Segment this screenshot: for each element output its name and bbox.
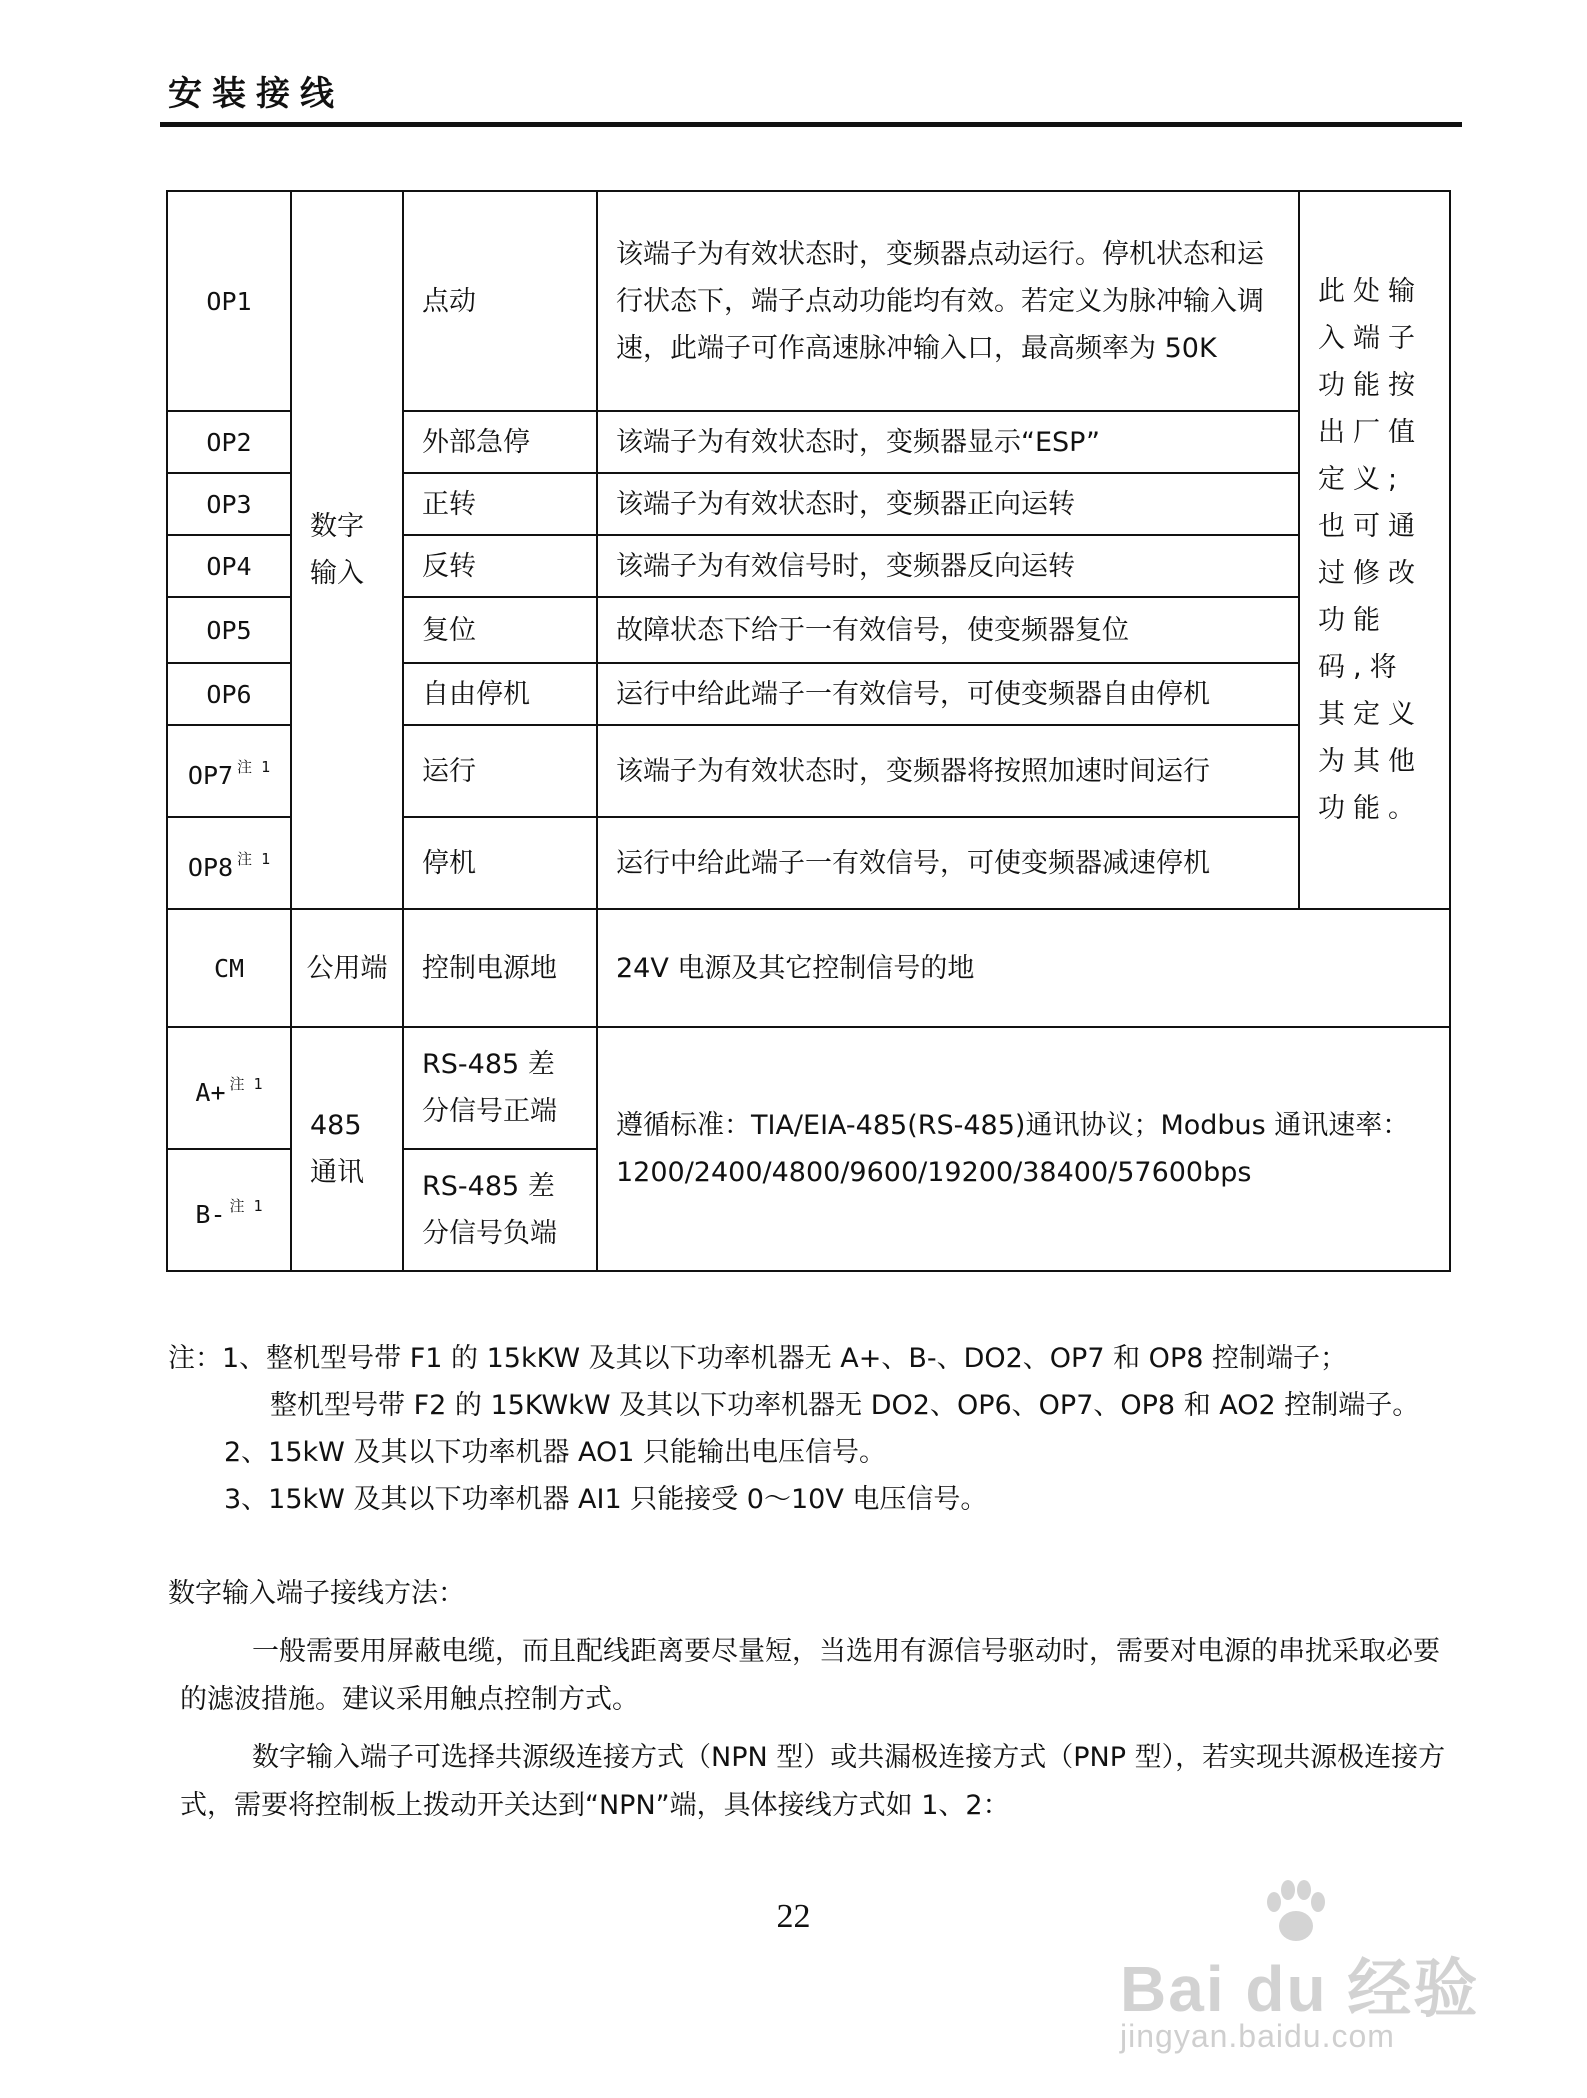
footnote-marker: 注 1 [229, 1074, 263, 1093]
header-rule [160, 122, 1462, 127]
watermark-brand: Bai du 经验 [1120, 1953, 1480, 2025]
wiring-method-section [168, 1570, 1458, 1840]
terminal-function: 控制电源地 [403, 909, 597, 1027]
terminal-description: 运行中给此端子一有效信号，可使变频器减速停机 [597, 817, 1299, 909]
page-number: 22 [776, 1898, 811, 1935]
terminal-code: OP1 [167, 191, 291, 411]
table-row-op1 [167, 191, 1450, 411]
terminal-function: 停机 [403, 817, 597, 909]
terminal-function: RS-485 差分信号负端 [403, 1149, 597, 1271]
terminal-function: 正转 [403, 473, 597, 535]
terminal-code-text: B- [195, 1199, 226, 1229]
terminal-description: 该端子为有效状态时，变频器正向运转 [597, 473, 1299, 535]
terminal-function: 反转 [403, 535, 597, 597]
terminal-description: 24V 电源及其它控制信号的地 [597, 909, 1450, 1027]
footnotes [168, 1335, 1458, 1523]
terminal-code: OP3 [167, 473, 291, 535]
terminal-function: RS-485 差分信号正端 [403, 1027, 597, 1149]
terminal-spec-table [166, 190, 1451, 1272]
terminal-code [167, 1027, 291, 1149]
terminal-description: 该端子为有效状态时，变频器将按照加速时间运行 [597, 725, 1299, 817]
footnote-marker: 注 1 [237, 849, 271, 868]
terminal-description: 运行中给此端子一有效信号，可使变频器自由停机 [597, 663, 1299, 725]
rs485-group: 485 通讯 [291, 1027, 403, 1271]
terminal-code [167, 725, 291, 817]
terminal-code: CM [167, 909, 291, 1027]
note-line: 2、15kW 及其以下功率机器 AO1 只能输出电压信号。 [224, 1437, 887, 1468]
terminal-code: OP6 [167, 663, 291, 725]
footnote-marker: 注 1 [237, 757, 271, 776]
terminal-description: 故障状态下给于一有效信号，使变频器复位 [597, 597, 1299, 663]
watermark-url: jingyan.baidu.com [1120, 2018, 1395, 2054]
terminal-code-text: OP7 [187, 760, 234, 790]
page-header-title: 安装接线 [168, 74, 344, 114]
terminal-function: 运行 [403, 725, 597, 817]
section-paragraph: 数字输入端子可选择共源级连接方式（NPN 型）或共漏极连接方式（PNP 型），若实现共源极连接方式，需要将控制板上拨动开关达到“NPN”端，具体接线方式如 1、2： [180, 1742, 1446, 1821]
baidu-watermark [1090, 1880, 1490, 2080]
terminal-code [167, 1149, 291, 1271]
common-group: 公用端 [291, 909, 403, 1027]
terminal-code: OP4 [167, 535, 291, 597]
terminal-description: 该端子为有效状态时，变频器显示“ESP” [597, 411, 1299, 473]
note-line: 3、15kW 及其以下功率机器 AI1 只能接受 0～10V 电压信号。 [224, 1484, 988, 1515]
terminal-description: 该端子为有效状态时，变频器点动运行。停机状态和运行状态下，端子点动功能均有效。若定义为脉冲输入调速，此端子可作高速脉冲输入口，最高频率为 50K [597, 191, 1299, 411]
table-row-cm [167, 909, 1450, 1027]
terminal-code: OP5 [167, 597, 291, 663]
section-paragraph: 一般需要用屏蔽电缆，而且配线距离要尽量短，当选用有源信号驱动时，需要对电源的串扰采取必要的滤波措施。建议采用触点控制方式。 [180, 1636, 1440, 1715]
note-line: 整机型号带 F2 的 15KWkW 及其以下功率机器无 DO2、OP6、OP7、OP8 和 AO2 控制端子。 [270, 1390, 1420, 1421]
terminal-function: 自由停机 [403, 663, 597, 725]
section-heading: 数字输入端子接线方法： [168, 1578, 465, 1609]
terminal-function: 复位 [403, 597, 597, 663]
note-line: 注：1、整机型号带 F1 的 15kKW 及其以下功率机器无 A+、B-、DO2、OP7 和 OP8 控制端子； [168, 1343, 1347, 1374]
terminal-function: 外部急停 [403, 411, 597, 473]
table-row-a-plus [167, 1027, 1450, 1149]
rs485-description: 遵循标准：TIA/EIA-485(RS-485)通讯协议；Modbus 通讯速率：1200/2400/4800/9600/19200/38400/57600bps [597, 1027, 1450, 1271]
footnote-marker: 注 1 [229, 1196, 263, 1215]
digital-input-group: 数字输入 [291, 191, 403, 909]
terminal-function: 点动 [403, 191, 597, 411]
terminal-code-text: A+ [195, 1077, 226, 1107]
terminal-description: 该端子为有效信号时，变频器反向运转 [597, 535, 1299, 597]
terminal-code-text: OP8 [187, 852, 234, 882]
terminal-code [167, 817, 291, 909]
input-side-note: 此处输入端子功能按出厂值定义;也可通过修改功能码,将其定义为其他功能。 [1299, 191, 1450, 909]
terminal-code: OP2 [167, 411, 291, 473]
